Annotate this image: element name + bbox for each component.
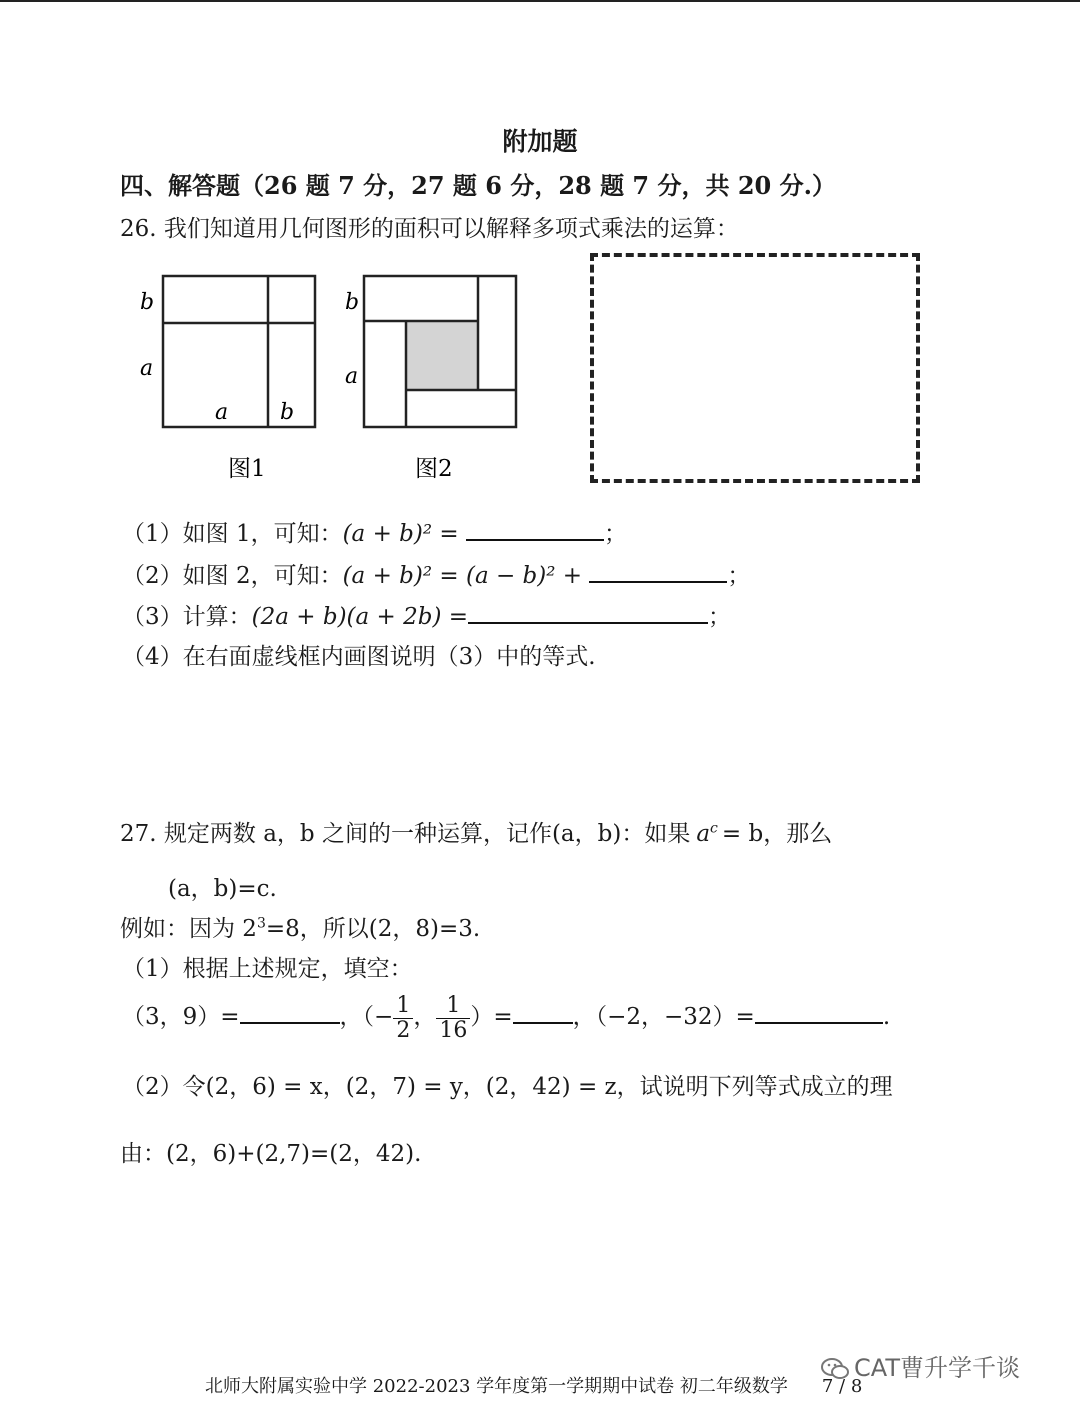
q27-line1: 27. 规定两数 a，b 之间的一种运算，记作(a，b)：如果 $a^c = b$，那么 [120, 820, 833, 847]
answer-blank-6[interactable] [755, 1000, 883, 1024]
top-rule [0, 0, 1080, 2]
section-heading: 四、解答题（26 题 7 分，27 题 6 分，28 题 7 分，共 20 分.） [120, 171, 836, 200]
fig2-caption: 图2 [415, 456, 453, 482]
page-number: 7 / 8 [821, 1376, 863, 1397]
drawing-box[interactable] [590, 253, 920, 483]
fig2-label-b-left: b [345, 290, 360, 315]
q27-part1-title: （1）根据上述规定，填空： [122, 956, 413, 982]
fig1-label-a-left: a [140, 356, 154, 381]
fig1-caption: 图1 [228, 456, 266, 482]
page-title: 附加题 [502, 127, 578, 156]
q26-part1: （1）如图 1，可知：(a + b)² = ； [122, 515, 627, 548]
footer: 北师大附属实验中学 2022-2023 学年度第一学期期中试卷 初二年级数学 7 / 8 [205, 1376, 863, 1397]
answer-blank-3[interactable] [468, 600, 708, 624]
q26-part3: （3）计算：(2a + b)(a + 2b) = ； [122, 598, 731, 631]
fig1-label-a-bottom: a [215, 400, 229, 425]
q27-part2-line2: 由：(2，6)+(2,7)=(2，42). [120, 1141, 422, 1167]
q27-part2-line1: （2）令(2，6) = x，(2，7) = y，(2，42) = z，试说明下列等式成立的理 [122, 1074, 893, 1100]
q27-line2: (a，b)=c. [168, 876, 277, 902]
fig1-label-b-bottom: b [280, 400, 295, 425]
q27-example: 例如：因为 $2^3=8$，所以(2，8)=3. [120, 915, 481, 942]
answer-blank-1[interactable] [466, 517, 604, 541]
figure-1 [130, 265, 330, 490]
fraction-one-half: $\frac{1}{2}$ [393, 994, 413, 1041]
fraction-one-sixteenth: $\frac{1}{16}$ [436, 994, 470, 1041]
watermark: CAT曹升学千谈 [820, 1348, 1020, 1383]
q26-part4: （4）在右面虚线框内画图说明（3）中的等式. [122, 644, 596, 670]
q26-intro: 26. 我们知道用几何图形的面积可以解释多项式乘法的运算： [120, 216, 739, 242]
fig1-label-b-left: b [140, 290, 155, 315]
answer-blank-5[interactable] [513, 1000, 573, 1024]
answer-blank-2[interactable] [589, 559, 727, 583]
q27-part1-fill: （3，9）= ，（− $\frac{1}{2}$ ， $\frac{1}{16}$ ）= ，（−2，−32）= . [122, 993, 891, 1043]
figure-2 [335, 265, 535, 490]
answer-blank-4[interactable] [240, 1000, 340, 1024]
q26-part2: （2）如图 2，可知：(a + b)² = (a − b)² + ； [122, 557, 750, 590]
fig2-label-a-left: a [345, 364, 359, 389]
